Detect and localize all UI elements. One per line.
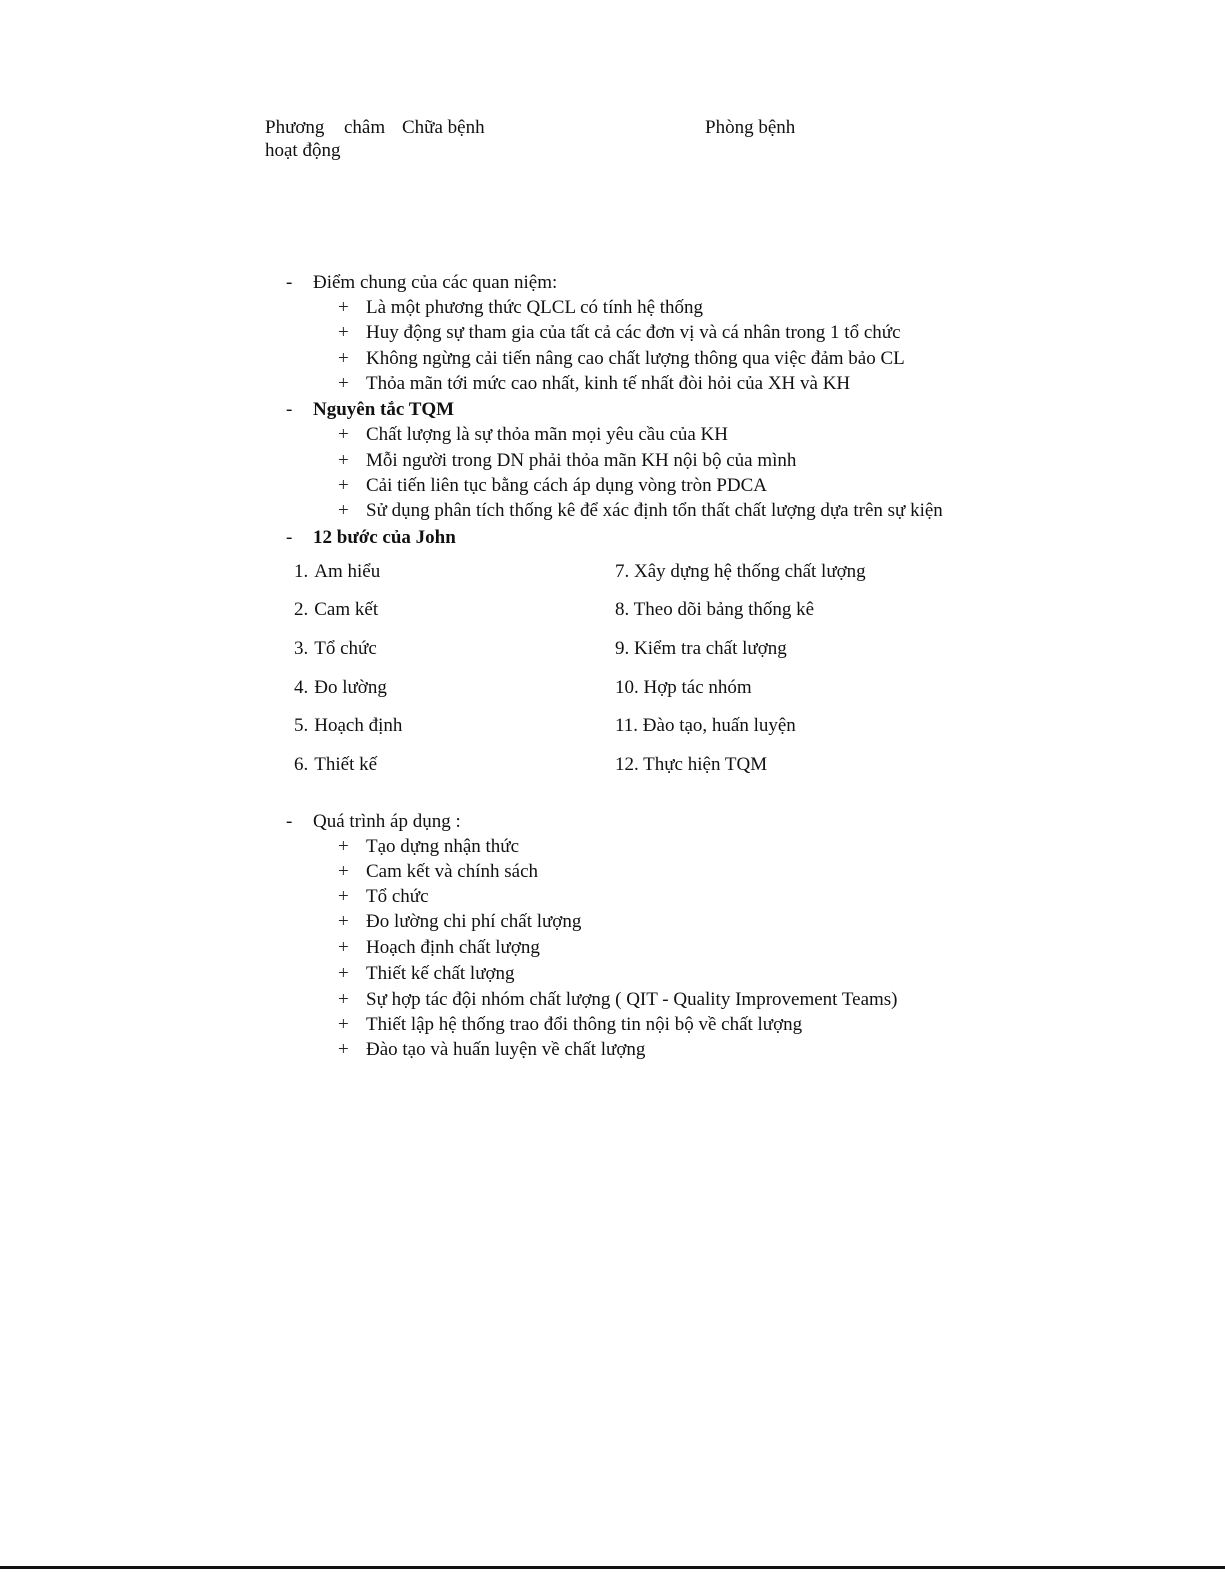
step-item: 12. Thực hiện TQM bbox=[615, 754, 768, 775]
step-item bbox=[294, 677, 387, 699]
step-item: 9. Kiểm tra chất lượng bbox=[615, 638, 787, 659]
plus-icon: + bbox=[338, 836, 349, 857]
page-bottom-border bbox=[0, 1566, 1225, 1569]
list-item-text: Chất lượng là sự thỏa mãn mọi yêu cầu của KH bbox=[366, 424, 729, 445]
step-label: Đo lường bbox=[314, 677, 387, 698]
bullet-dash: - bbox=[286, 527, 293, 548]
bullet-dash: - bbox=[286, 272, 293, 293]
step-item bbox=[294, 715, 402, 737]
list-item-text: Mỗi người trong DN phải thỏa mãn KH nội bộ của mình bbox=[366, 450, 797, 471]
step-number: 6. bbox=[294, 754, 309, 775]
list-item-text: Đo lường chi phí chất lượng bbox=[366, 911, 582, 932]
plus-icon: + bbox=[338, 886, 349, 907]
step-label: Cam kết bbox=[314, 599, 379, 620]
plus-icon: + bbox=[338, 963, 349, 984]
plus-icon: + bbox=[338, 297, 349, 318]
section-heading: 12 bước của John bbox=[313, 527, 456, 548]
step-label: Am hiểu bbox=[314, 561, 381, 582]
plus-icon: + bbox=[338, 861, 349, 882]
list-item-text: Đào tạo và huấn luyện về chất lượng bbox=[366, 1039, 646, 1060]
step-item: 8. Theo dõi bảng thống kê bbox=[615, 599, 815, 620]
step-number: 4. bbox=[294, 677, 309, 698]
plus-icon: + bbox=[338, 475, 349, 496]
step-label: Hoạch định bbox=[314, 715, 403, 736]
list-item-text: Cải tiến liên tục bằng cách áp dụng vòng tròn PDCA bbox=[366, 475, 768, 496]
plus-icon: + bbox=[338, 373, 349, 394]
list-item-text: Tạo dựng nhận thức bbox=[366, 836, 520, 857]
list-item-text: Sử dụng phân tích thống kê để xác định tổn thất chất lượng dựa trên sự kiện bbox=[366, 500, 943, 521]
label-chua-benh: Chữa bệnh bbox=[402, 117, 485, 138]
list-item-text: Không ngừng cải tiến nâng cao chất lượng thông qua việc đảm bảo CL bbox=[366, 348, 905, 369]
plus-icon: + bbox=[338, 424, 349, 445]
list-item-text: Là một phương thức QLCL có tính hệ thống bbox=[366, 297, 704, 318]
step-item bbox=[294, 638, 377, 660]
step-number: 5. bbox=[294, 715, 309, 736]
label-hoat-dong: hoạt động bbox=[265, 140, 341, 161]
label-phuong: Phương bbox=[265, 117, 325, 138]
step-item: 10. Hợp tác nhóm bbox=[615, 677, 752, 698]
list-item-text: Sự hợp tác đội nhóm chất lượng ( QIT - Quality Improvement Teams) bbox=[366, 989, 898, 1010]
plus-icon: + bbox=[338, 911, 349, 932]
plus-icon: + bbox=[338, 450, 349, 471]
step-label: Thiết kế bbox=[314, 754, 378, 775]
label-phong-benh: Phòng bệnh bbox=[705, 117, 796, 138]
list-item-text: Thiết lập hệ thống trao đổi thông tin nội bộ về chất lượng bbox=[366, 1014, 803, 1035]
plus-icon: + bbox=[338, 1014, 349, 1035]
plus-icon: + bbox=[338, 348, 349, 369]
plus-icon: + bbox=[338, 989, 349, 1010]
step-label: Tổ chức bbox=[314, 638, 377, 659]
bullet-dash: - bbox=[286, 811, 293, 832]
list-item-text: Huy động sự tham gia của tất cả các đơn vị và cá nhân trong 1 tổ chức bbox=[366, 322, 901, 343]
section-heading: Nguyên tắc TQM bbox=[313, 399, 455, 420]
step-item bbox=[294, 599, 378, 621]
list-item-text: Cam kết và chính sách bbox=[366, 861, 539, 882]
bullet-dash: - bbox=[286, 399, 293, 420]
plus-icon: + bbox=[338, 937, 349, 958]
list-item-text: Tổ chức bbox=[366, 886, 429, 907]
step-number: 3. bbox=[294, 638, 309, 659]
step-item bbox=[294, 754, 377, 776]
step-item: 7. Xây dựng hệ thống chất lượng bbox=[615, 561, 866, 582]
step-number: 2. bbox=[294, 599, 309, 620]
label-cham: châm bbox=[344, 117, 386, 138]
plus-icon: + bbox=[338, 322, 349, 343]
plus-icon: + bbox=[338, 500, 349, 521]
step-item: 11. Đào tạo, huấn luyện bbox=[615, 715, 796, 736]
step-number: 1. bbox=[294, 561, 309, 582]
plus-icon: + bbox=[338, 1039, 349, 1060]
step-item bbox=[294, 561, 380, 583]
list-item-text: Thiết kế chất lượng bbox=[366, 963, 515, 984]
list-item-text: Thỏa mãn tới mức cao nhất, kinh tế nhất đòi hỏi của XH và KH bbox=[366, 373, 851, 394]
section-heading: Điểm chung của các quan niệm: bbox=[313, 272, 558, 293]
list-item-text: Hoạch định chất lượng bbox=[366, 937, 540, 958]
section-heading: Quá trình áp dụng : bbox=[313, 811, 461, 832]
